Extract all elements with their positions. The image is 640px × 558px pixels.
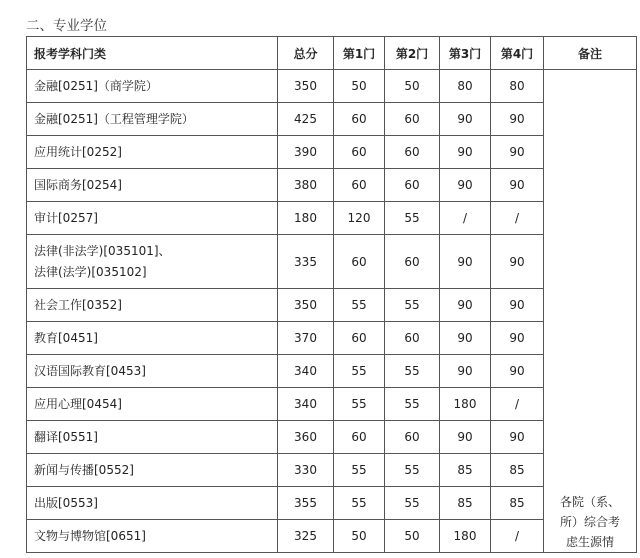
header-subject-1: 第1门 (334, 37, 385, 70)
row-category: 国际商务[0254] (27, 169, 278, 202)
header-subject-3: 第3门 (440, 37, 491, 70)
row-total: 350 (278, 289, 334, 322)
row-category: 教育[0451] (27, 322, 278, 355)
row-subject-4: 90 (491, 235, 544, 289)
row-subject-4: 90 (491, 169, 544, 202)
row-subject-4: / (491, 202, 544, 235)
row-subject-3: 80 (440, 70, 491, 103)
row-category-line-1: 法律(非法学)[035101]、 (34, 243, 171, 258)
row-subject-1: 50 (334, 520, 385, 553)
row-subject-1: 60 (334, 103, 385, 136)
row-total: 180 (278, 202, 334, 235)
row-total: 335 (278, 235, 334, 289)
row-subject-4: 85 (491, 487, 544, 520)
row-subject-1: 60 (334, 421, 385, 454)
row-category: 新闻与传播[0552] (27, 454, 278, 487)
row-subject-1: 60 (334, 322, 385, 355)
row-subject-4: / (491, 388, 544, 421)
row-subject-4: 90 (491, 355, 544, 388)
note-line: 虑生源情 (565, 535, 614, 549)
table-header-row (27, 37, 637, 70)
row-subject-3: 180 (440, 520, 491, 553)
row-subject-4: 90 (491, 322, 544, 355)
row-subject-2: 60 (385, 235, 440, 289)
row-subject-3: 90 (440, 421, 491, 454)
row-subject-1: 60 (334, 169, 385, 202)
row-subject-4: 85 (491, 454, 544, 487)
row-category: 出版[0553] (27, 487, 278, 520)
row-subject-3: 180 (440, 388, 491, 421)
row-total: 360 (278, 421, 334, 454)
row-subject-2: 50 (385, 70, 440, 103)
row-subject-4: 90 (491, 103, 544, 136)
header-subject-2: 第2门 (385, 37, 440, 70)
row-subject-1: 55 (334, 355, 385, 388)
row-subject-1: 120 (334, 202, 385, 235)
row-subject-2: 55 (385, 487, 440, 520)
row-total: 425 (278, 103, 334, 136)
row-subject-4: 90 (491, 421, 544, 454)
row-subject-1: 55 (334, 388, 385, 421)
row-total: 340 (278, 388, 334, 421)
row-total: 325 (278, 520, 334, 553)
row-total: 370 (278, 322, 334, 355)
row-category-line-2: 法律(法学)[035102] (34, 264, 147, 279)
row-category: 社会工作[0352] (27, 289, 278, 322)
row-category: 审计[0257] (27, 202, 278, 235)
row-category: 应用心理[0454] (27, 388, 278, 421)
row-category: 汉语国际教育[0453] (27, 355, 278, 388)
row-subject-3: 90 (440, 322, 491, 355)
row-subject-4: 90 (491, 289, 544, 322)
row-category: 应用统计[0252] (27, 136, 278, 169)
score-table (26, 36, 637, 553)
header-subject-4: 第4门 (491, 37, 544, 70)
row-subject-4: / (491, 520, 544, 553)
row-subject-3: / (440, 202, 491, 235)
row-subject-3: 90 (440, 103, 491, 136)
row-subject-3: 90 (440, 136, 491, 169)
header-total: 总分 (278, 37, 334, 70)
row-subject-1: 55 (334, 487, 385, 520)
row-total: 390 (278, 136, 334, 169)
row-subject-3: 85 (440, 487, 491, 520)
row-subject-4: 90 (491, 136, 544, 169)
row-subject-4: 80 (491, 70, 544, 103)
row-subject-2: 55 (385, 202, 440, 235)
row-subject-3: 90 (440, 289, 491, 322)
row-total: 380 (278, 169, 334, 202)
row-subject-2: 60 (385, 136, 440, 169)
section-title: 二、专业学位 (26, 18, 107, 34)
row-subject-3: 85 (440, 454, 491, 487)
row-total: 350 (278, 70, 334, 103)
row-total: 340 (278, 355, 334, 388)
row-subject-2: 60 (385, 169, 440, 202)
row-total: 355 (278, 487, 334, 520)
row-subject-1: 60 (334, 136, 385, 169)
row-subject-1: 60 (334, 235, 385, 289)
row-category: 金融[0251]（商学院） (27, 70, 278, 103)
row-subject-2: 60 (385, 421, 440, 454)
row-category: 翻译[0551] (27, 421, 278, 454)
header-notes: 备注 (544, 37, 637, 70)
header-category: 报考学科门类 (27, 37, 278, 70)
table-row (27, 70, 637, 103)
row-subject-1: 55 (334, 454, 385, 487)
row-subject-2: 60 (385, 322, 440, 355)
row-subject-3: 90 (440, 235, 491, 289)
row-subject-2: 55 (385, 289, 440, 322)
row-subject-2: 55 (385, 454, 440, 487)
row-subject-2: 55 (385, 355, 440, 388)
note-line: 所）综合考 (559, 515, 620, 529)
note-line: 各院（系、 (559, 495, 620, 509)
row-subject-2: 60 (385, 103, 440, 136)
row-subject-3: 90 (440, 355, 491, 388)
row-subject-2: 50 (385, 520, 440, 553)
row-subject-1: 55 (334, 289, 385, 322)
row-subject-1: 50 (334, 70, 385, 103)
row-total: 330 (278, 454, 334, 487)
row-subject-3: 90 (440, 169, 491, 202)
row-category (27, 235, 278, 289)
row-category: 金融[0251]（工程管理学院） (27, 103, 278, 136)
row-category: 文物与博物馆[0651] (27, 520, 278, 553)
notes-cell (544, 70, 637, 553)
row-subject-2: 55 (385, 388, 440, 421)
